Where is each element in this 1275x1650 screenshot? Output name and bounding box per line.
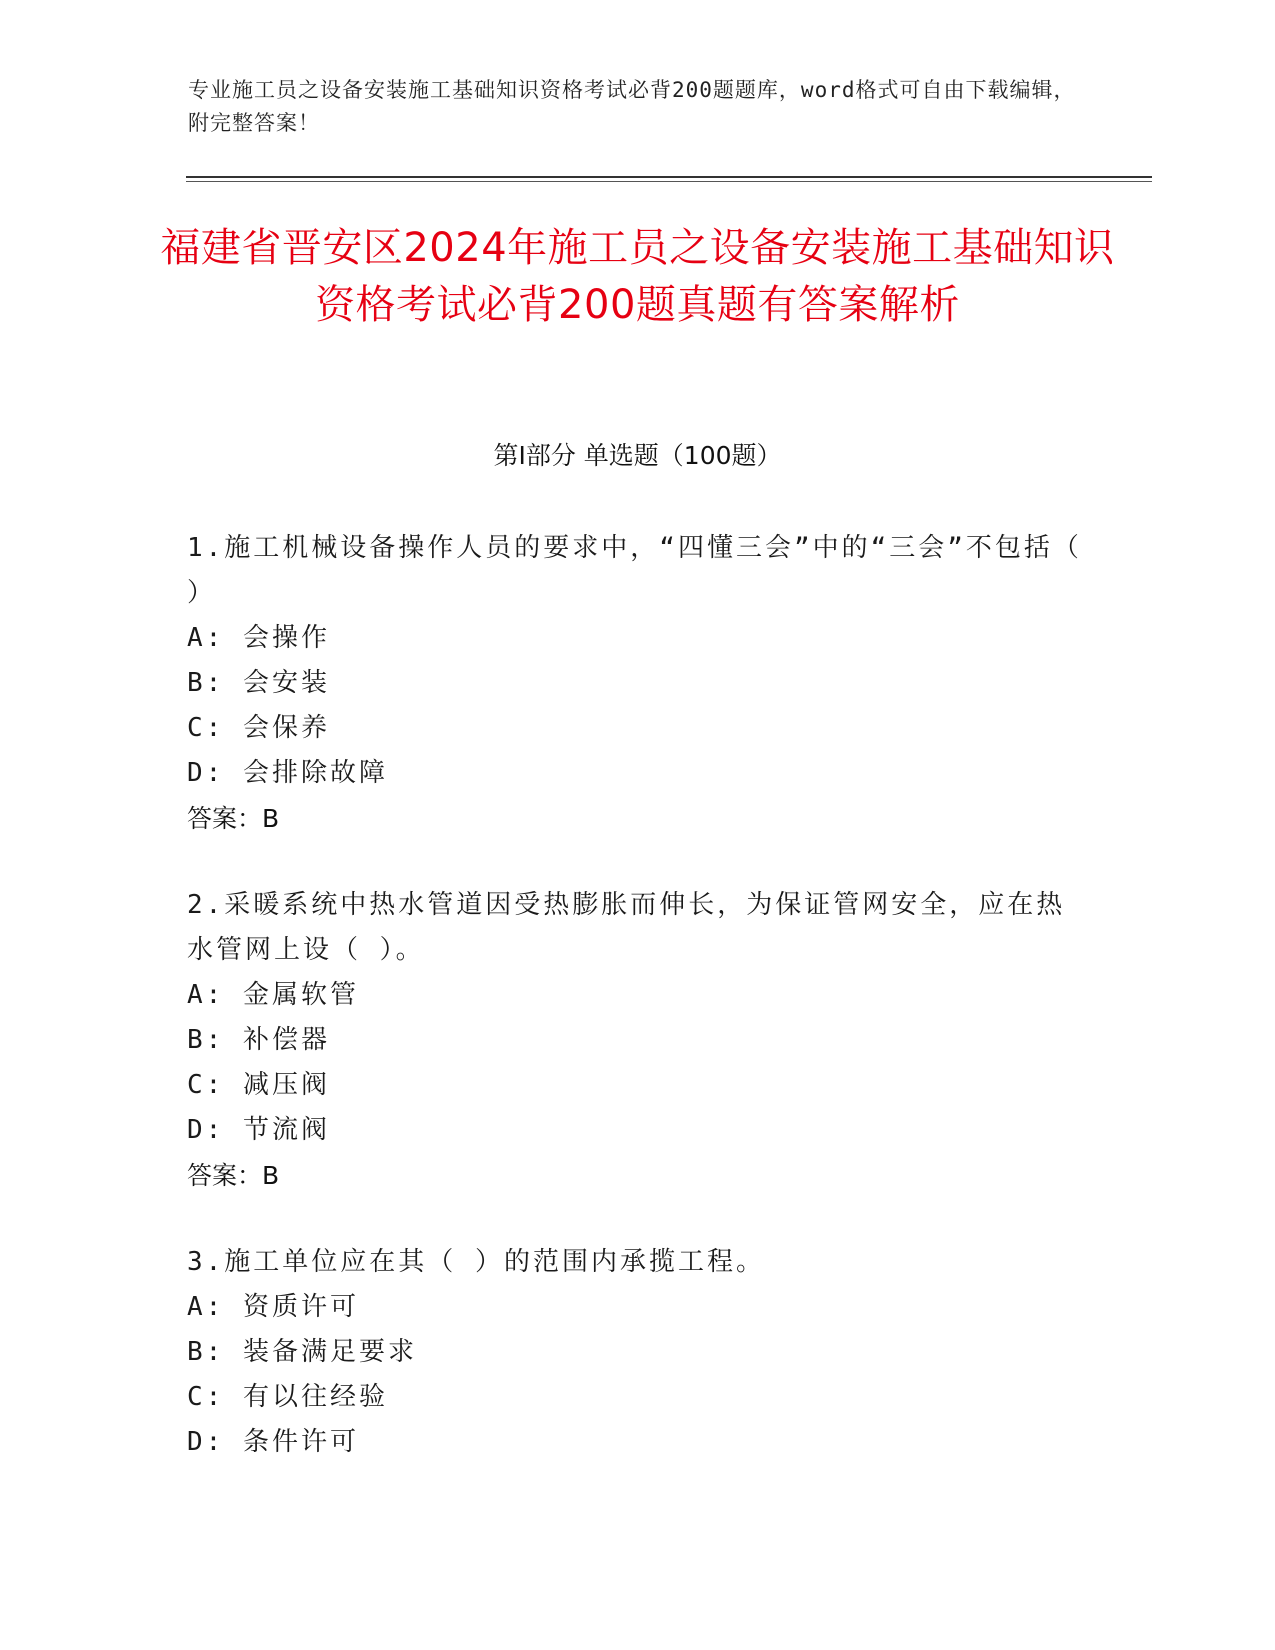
question-stem: 2.采暖系统中热水管道因受热膨胀而伸长，为保证管网安全，应在热水管网上设（ ）。 [187,890,1066,965]
answer: 答案：B [187,1161,280,1190]
option-label: C: [187,1382,225,1412]
option-label: D: [187,1115,225,1145]
question-3 [187,1240,1087,1465]
option-text: 节流阀 [242,1115,330,1145]
option-a [187,1285,1087,1330]
option-text: 资质许可 [242,1292,359,1322]
option-a [187,616,1087,661]
question-1 [187,526,1087,841]
option-b [187,661,1087,706]
option-text: 补偿器 [242,1025,330,1055]
header-divider [186,176,1152,178]
option-label: A: [187,623,225,653]
option-text: 金属软管 [242,980,359,1010]
option-label: B: [187,1337,225,1367]
option-b [187,1018,1087,1063]
option-label: D: [187,1427,225,1457]
question-2 [187,883,1087,1198]
option-label: A: [187,980,225,1010]
header-divider-thin [186,181,1152,182]
option-a [187,973,1087,1018]
question-stem: 3.施工单位应在其（ ）的范围内承揽工程。 [187,1247,765,1277]
option-label: B: [187,1025,225,1055]
option-d [187,751,1087,796]
option-text: 条件许可 [242,1427,359,1457]
option-label: A: [187,1292,225,1322]
option-c [187,1375,1087,1420]
option-c [187,706,1087,751]
option-label: B: [187,668,225,698]
document-title: 福建省晋安区2024年施工员之设备安装施工基础知识资格考试必背200题真题有答案解析 [160,225,1115,328]
option-label: D: [187,758,225,788]
option-text: 有以往经验 [242,1382,388,1412]
option-text: 装备满足要求 [242,1337,417,1367]
option-d [187,1420,1087,1465]
option-label: C: [187,713,225,743]
option-d [187,1108,1087,1153]
question-stem: 1.施工机械设备操作人员的要求中，“四懂三会”中的“三会”不包括（ ） [187,533,1082,608]
option-text: 会操作 [242,623,330,653]
header-note: 专业施工员之设备安装施工基础知识资格考试必背200题题库，word格式可自由下载编辑，附完整答案！ [188,78,1076,135]
section-heading: 第Ⅰ部分 单选题（100题） [493,441,782,470]
option-label: C: [187,1070,225,1100]
option-text: 减压阀 [242,1070,330,1100]
answer: 答案：B [187,804,280,833]
question-list [187,526,1087,1507]
option-c [187,1063,1087,1108]
option-text: 会保养 [242,713,330,743]
option-b [187,1330,1087,1375]
option-text: 会排除故障 [242,758,388,788]
option-text: 会安装 [242,668,330,698]
